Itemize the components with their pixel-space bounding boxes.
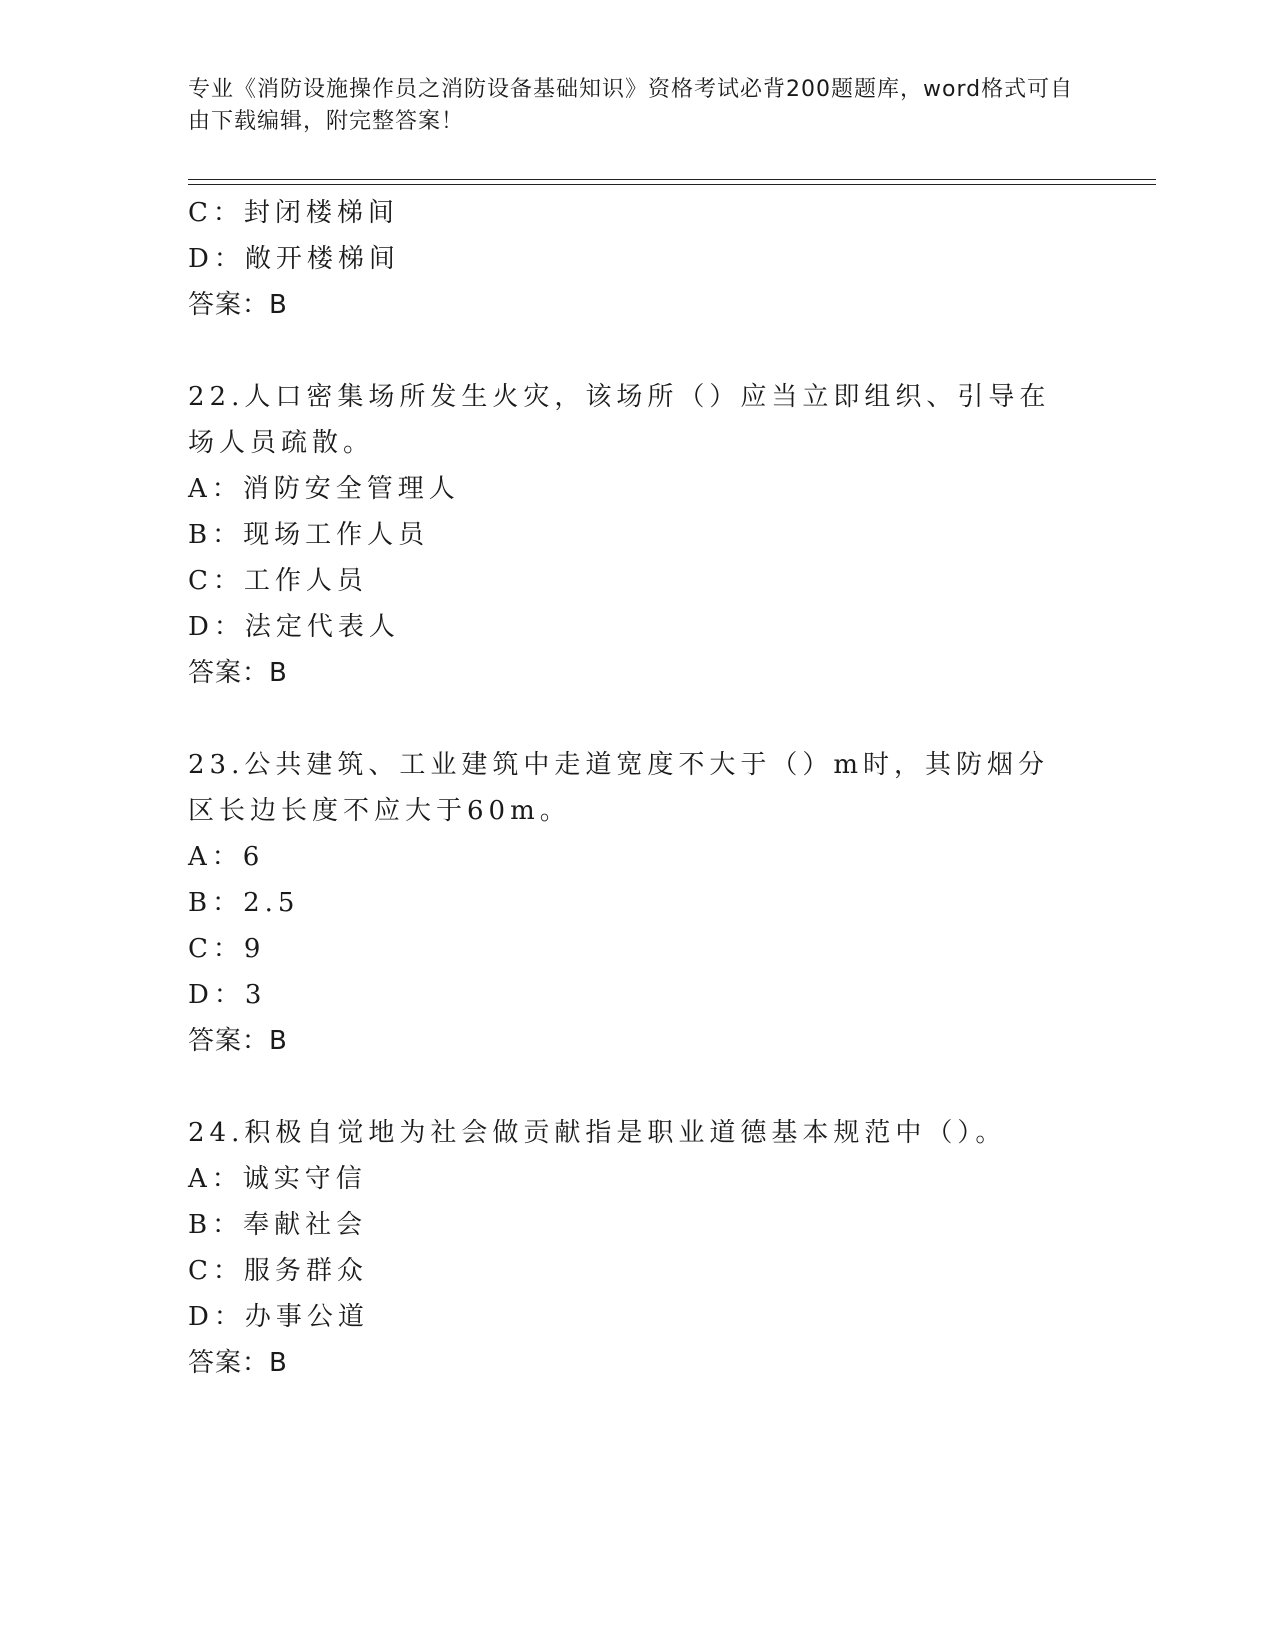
option-d <box>188 1294 1088 1340</box>
option-a <box>188 1156 1088 1202</box>
header-divider-top <box>188 179 1156 180</box>
option-label: D： <box>188 612 245 642</box>
answer-line: 答案：B <box>188 1026 288 1056</box>
option-text: 办事公道 <box>244 1302 369 1332</box>
question-stem: 22.人口密集场所发生火灾，该场所（）应当立即组织、引导在场人员疏散。 <box>188 382 1051 458</box>
option-text: 现场工作人员 <box>243 520 430 550</box>
option-d <box>188 236 1088 282</box>
option-label: D： <box>188 1302 245 1332</box>
option-label: A： <box>188 1164 243 1194</box>
option-text: 敞开楼梯间 <box>244 244 400 274</box>
option-label: A： <box>188 474 243 504</box>
option-text: 诚实守信 <box>242 1164 367 1194</box>
option-c <box>188 1248 1088 1294</box>
option-label: B： <box>188 888 244 918</box>
option-text: 9 <box>243 934 266 964</box>
option-a <box>188 466 1088 512</box>
option-label: A： <box>188 842 243 872</box>
question-24 <box>188 1110 1088 1386</box>
option-text: 法定代表人 <box>244 612 400 642</box>
option-d <box>188 972 1088 1018</box>
spacer <box>188 696 1088 742</box>
document-header: 专业《消防设施操作员之消防设备基础知识》资格考试必背200题题库，word格式可自由下载编辑，附完整答案！ <box>188 77 1074 134</box>
answer-line: 答案：B <box>188 658 288 688</box>
option-label: B： <box>188 1210 244 1240</box>
question-22 <box>188 374 1088 696</box>
option-label: C： <box>188 1256 244 1286</box>
option-text: 服务群众 <box>243 1256 368 1286</box>
option-text: 封闭楼梯间 <box>243 198 399 228</box>
header-divider-bottom <box>188 184 1156 185</box>
question-stem: 24.积极自觉地为社会做贡献指是职业道德基本规范中（）。 <box>188 1118 1007 1148</box>
option-label: C： <box>188 934 244 964</box>
spacer <box>188 1064 1088 1110</box>
option-a <box>188 834 1088 880</box>
question-23 <box>188 742 1088 1064</box>
option-label: D： <box>188 980 245 1010</box>
option-text: 消防安全管理人 <box>242 474 460 504</box>
option-text: 工作人员 <box>243 566 368 596</box>
answer-line: 答案：B <box>188 290 288 320</box>
option-text: 2.5 <box>243 888 300 918</box>
spacer <box>188 328 1088 374</box>
option-c <box>188 558 1088 604</box>
option-d <box>188 604 1088 650</box>
question-list <box>188 190 1088 1386</box>
answer-line: 答案：B <box>188 1348 288 1378</box>
partial-question <box>188 190 1088 328</box>
option-b <box>188 1202 1088 1248</box>
option-b <box>188 880 1088 926</box>
option-text: 3 <box>244 980 267 1010</box>
option-label: B： <box>188 520 244 550</box>
option-label: D： <box>188 244 245 274</box>
option-text: 奉献社会 <box>243 1210 368 1240</box>
option-label: C： <box>188 198 244 228</box>
option-text: 6 <box>242 842 265 872</box>
option-c <box>188 190 1088 236</box>
option-label: C： <box>188 566 244 596</box>
option-c <box>188 926 1088 972</box>
option-b <box>188 512 1088 558</box>
question-stem: 23.公共建筑、工业建筑中走道宽度不大于（）m时，其防烟分区长边长度不应大于60m。 <box>188 750 1050 826</box>
